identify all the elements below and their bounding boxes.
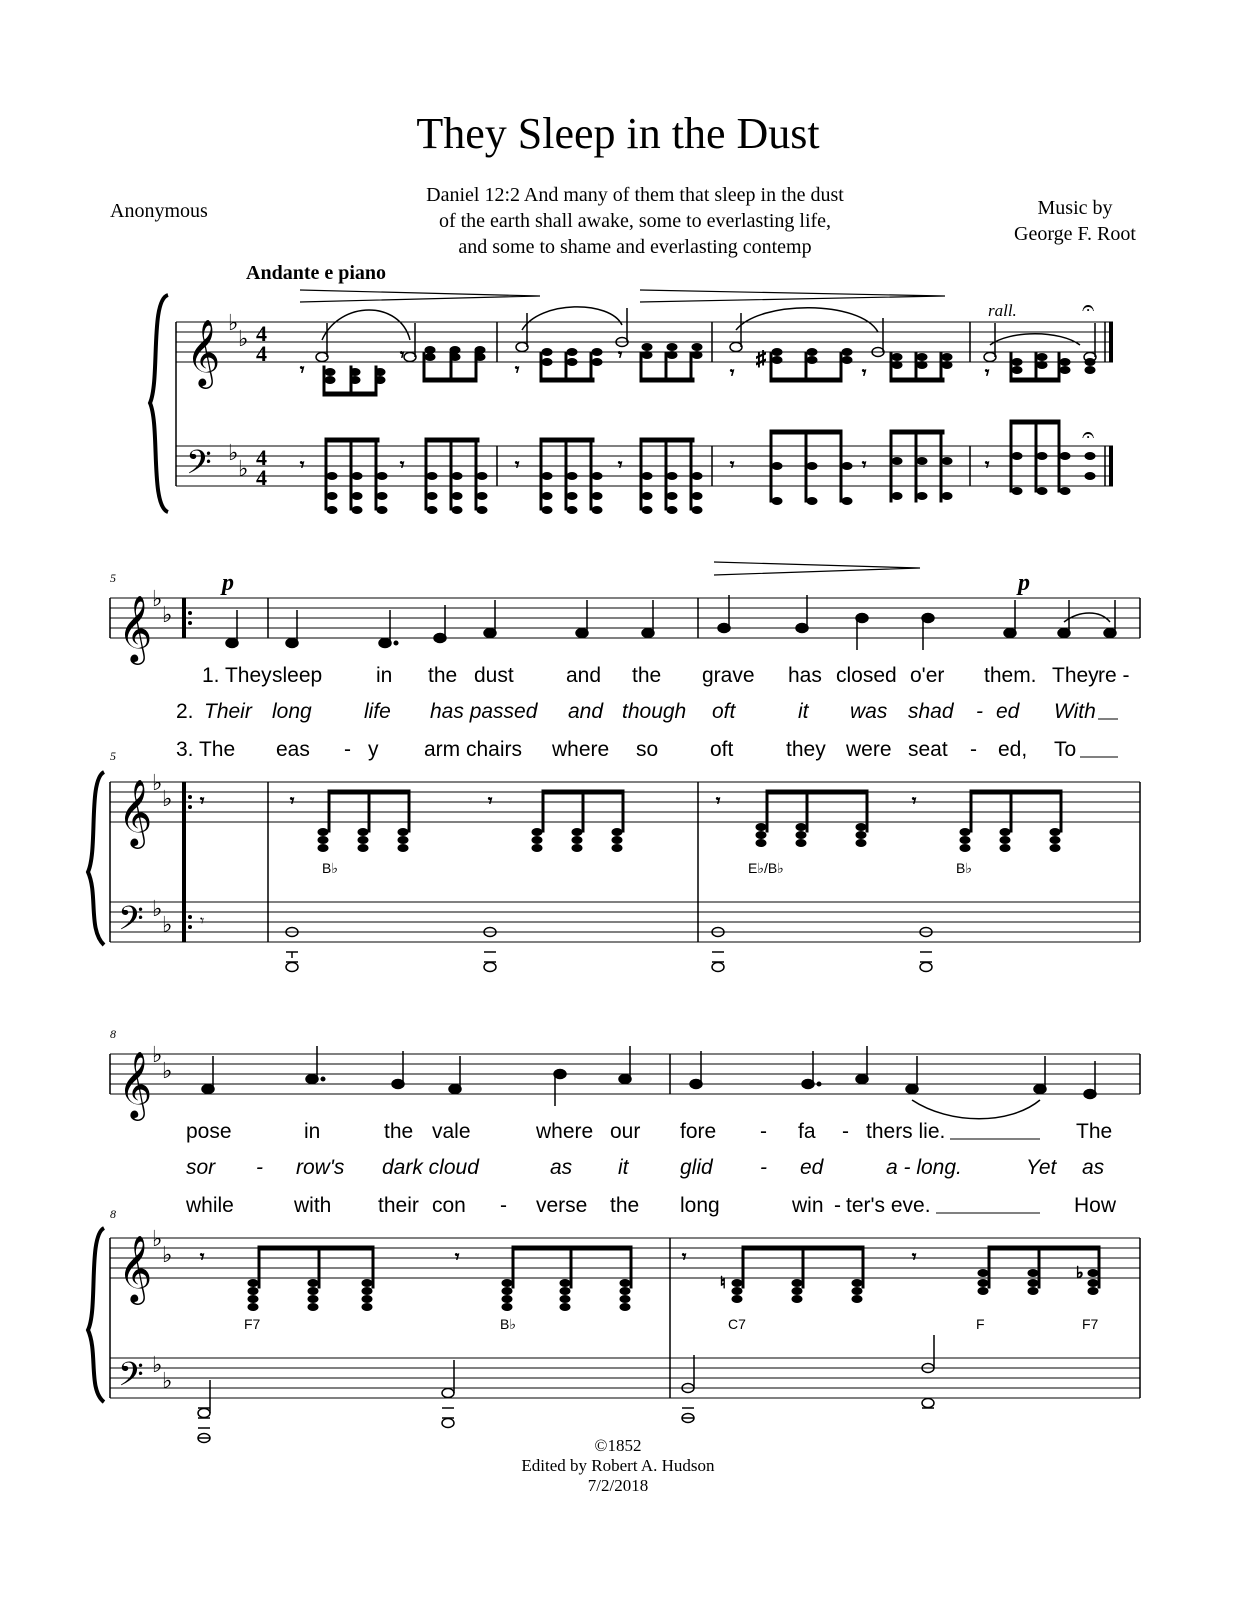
chord-symbol: F7 [1082,1316,1099,1332]
lyric-syllable: ed, [998,738,1028,761]
key-signature-flat-icon: ♭ [162,786,173,811]
lyric-syllable: y [368,738,379,761]
system-2 [88,562,1140,972]
tempo-marking: Andante e piano [246,262,387,284]
lyric-syllable: long [680,1194,720,1217]
svg-text:𝄾: 𝄾 [985,457,990,474]
key-signature-flat-icon: ♭ [152,586,163,611]
dynamic-piano: p [1018,570,1030,596]
lyric-syllable: grave [702,664,755,687]
key-signature-flat-icon: ♭ [152,1226,163,1251]
lyric-syllable: the [632,664,662,687]
barlines [497,322,1105,486]
chord-symbol: C7 [728,1316,746,1332]
treble-clef-icon: 𝄞 [118,1050,153,1118]
chord-symbol: B♭ [956,860,972,876]
key-signature-flat-icon: ♭ [152,896,163,921]
measure-number: 5 [110,749,116,763]
lyric-syllable: the [428,664,458,687]
piano-bass-notes [198,1335,934,1443]
lyric-syllable: 2. [176,700,194,723]
svg-text:𝄾: 𝄾 [862,365,867,382]
lyric-syllable: their [378,1194,419,1217]
lyrics-verse-3 [185,1194,1117,1217]
lyric-syllable: To [1054,738,1077,761]
lyric-syllable: - [842,1120,849,1143]
lyric-syllable: and [566,664,602,687]
lyric-syllable: thers lie. [866,1120,946,1143]
system-1 [150,290,1113,514]
lyrics-verse-2 [176,700,1118,723]
lyric-syllable: in [304,1120,321,1143]
lyric-syllable: win [792,1194,824,1217]
lyric-syllable: sor [186,1156,216,1179]
lyric-syllable: - [970,738,977,761]
lyric-syllable: as [1082,1156,1105,1179]
bass-clef-icon: 𝄢 [118,900,144,946]
fermata-icon: 𝄐 [1082,422,1095,447]
key-signature-flat-icon: ♭ [162,912,173,937]
svg-text:𝄾: 𝄾 [400,457,405,474]
lyric-syllable: ter's eve. [846,1194,931,1217]
system-3 [88,1027,1140,1443]
lyric-syllable: - [256,1156,263,1179]
svg-text:𝄾: 𝄾 [716,793,721,810]
lyric-syllable: o'er [910,664,945,687]
chord-symbol: B♭ [500,1316,516,1332]
key-signature-flat-icon: ♭ [228,440,239,465]
lyric-syllable: a - long. [886,1156,962,1179]
lyric-syllable: oft [710,738,734,761]
lyric-syllable: seat [908,738,948,761]
lyricist-credit: Anonymous [110,200,208,222]
measure-number: 8 [110,1207,116,1221]
grand-staff-brace [150,295,168,512]
crescendo-hairpin [714,562,920,575]
svg-text:𝄾: 𝄾 [290,793,295,810]
lyric-syllable: fa [798,1120,816,1143]
lyric-syllable: eas [276,738,310,761]
lyric-syllable: row's [296,1156,345,1179]
chord-symbol: E♭/B♭ [748,860,784,876]
lyric-syllable: pose [186,1120,232,1143]
svg-text:𝄾: 𝄾 [618,457,623,474]
lyrics-verse-1 [186,1120,1112,1143]
editor-credit: Edited by Robert A. Hudson [521,1456,715,1475]
key-signature-flat-icon: ♭ [152,1042,163,1067]
svg-text:𝄾: 𝄾 [455,1249,460,1266]
svg-text:𝄾: 𝄾 [300,457,305,474]
rall-marking: rall. [988,301,1017,320]
lyric-syllable: it [618,1156,629,1179]
lyric-syllable: dark cloud [382,1156,479,1179]
lyric-syllable: How [1074,1194,1117,1217]
lyric-syllable: ed [996,700,1020,723]
lyric-syllable: Yet [1026,1156,1057,1179]
lyric-syllable: long [272,700,312,723]
key-signature-flat-icon: ♭ [152,770,163,795]
epigraph-line: of the earth shall awake, some to everlasting life, [438,210,832,232]
svg-text:♭: ♭ [1076,1265,1084,1282]
lyric-syllable: with [294,1194,332,1217]
grand-staff-brace [88,1228,104,1402]
lyric-syllable: dust [474,664,514,687]
lyric-syllable: where [536,1120,594,1143]
treble-clef-icon: 𝄞 [186,318,221,386]
measure-number: 5 [110,571,116,585]
time-signature-top: 4 [256,445,267,470]
bass-accompaniment [300,420,1095,514]
svg-text:♯: ♯ [756,348,766,370]
vocal-notes [202,1046,1096,1119]
lyric-syllable: they [786,738,826,761]
copyright-year: ©1852 [594,1436,642,1455]
lyric-syllable: - [834,1194,841,1217]
svg-text:𝄾: 𝄾 [400,347,405,364]
lyrics-verse-3 [176,738,1118,761]
bass-clef-icon: 𝄢 [118,1356,144,1402]
lyric-syllable: - [760,1156,767,1179]
lyric-syllable: vale [432,1120,471,1143]
lyric-syllable: sleep [272,664,323,687]
page-title: They Sleep in the Dust [416,109,820,158]
vocal-staff [110,598,1140,638]
svg-text:𝄾: 𝄾 [515,362,520,379]
key-signature-flat-icon: ♭ [228,310,239,335]
epigraph-line: Daniel 12:2 And many of them that sleep in the dust [426,184,844,206]
composer-label: Music by [1037,197,1113,219]
lyrics-verse-1 [202,664,1130,687]
lyric-syllable: though [622,700,687,723]
lyric-syllable: our [610,1120,641,1143]
composer-name: George F. Root [1014,223,1136,245]
lyric-syllable: - [976,700,983,723]
svg-text:𝄾: 𝄾 [200,1249,205,1266]
piano-treble-chords [200,790,1062,852]
svg-text:𝄾: 𝄾 [618,347,623,364]
svg-text:𝄾: 𝄾 [985,365,990,382]
dynamic-piano: p [222,570,234,596]
epigraph-line: and some to shame and everlasting contemp [458,236,812,258]
svg-text:𝄾: 𝄾 [300,362,305,379]
key-signature-flat-icon: ♭ [238,326,249,351]
time-signature-bottom: 4 [256,465,267,490]
key-signature-flat-icon: ♭ [162,1058,173,1083]
svg-text:𝄾: 𝄾 [682,1249,687,1266]
svg-text:♮: ♮ [720,1275,726,1292]
lyric-syllable: Their [204,700,252,723]
chord-symbol: F7 [244,1316,261,1332]
fermata-icon: 𝄐 [1082,295,1095,320]
lyric-syllable: so [636,738,659,761]
lyric-syllable: has [788,664,822,687]
key-signature-flat-icon: ♭ [162,1368,173,1393]
chord-symbol: B♭ [322,860,338,876]
lyric-syllable: arm chairs [424,738,523,761]
svg-text:𝄾: 𝄾 [730,365,735,382]
lyrics-verse-2 [186,1156,1105,1179]
treble-accompaniment [300,344,1095,397]
piano-bass-staff [110,902,1140,942]
lyric-syllable: - [500,1194,507,1217]
lyric-syllable: as [550,1156,573,1179]
lyric-syllable: it [798,700,809,723]
key-signature-flat-icon: ♭ [162,1242,173,1267]
lyric-syllable: and [568,700,604,723]
time-signature-bottom: 4 [256,341,267,366]
grand-staff-brace [88,772,104,945]
key-signature-flat-icon: ♭ [238,456,249,481]
lyric-syllable: verse [536,1194,588,1217]
svg-text:𝄾: 𝄾 [488,793,493,810]
treble-clef-icon: 𝄞 [118,1234,153,1302]
bass-clef-icon: 𝄢 [186,444,212,490]
crescendo-hairpin [300,290,540,302]
vocal-notes [226,595,1116,650]
chord-symbol: F [976,1316,985,1332]
svg-text:𝄾: 𝄾 [200,913,205,930]
lyric-syllable: The [1076,1120,1113,1143]
lyric-syllable: 3. The [176,738,236,761]
lyric-syllable: They [1052,664,1099,687]
measure-number: 8 [110,1027,116,1041]
page-footer [0,1436,1236,1496]
lyric-syllable: shad [908,700,954,723]
lyric-syllable: glid [680,1156,713,1179]
lyric-syllable: was [850,700,888,723]
lyric-syllable: in [376,664,393,687]
key-signature-flat-icon: ♭ [162,602,173,627]
crescendo-hairpin [640,290,945,302]
svg-text:𝄾: 𝄾 [912,793,917,810]
lyric-syllable: 1. They [202,664,272,687]
lyric-syllable: fore [680,1120,717,1143]
bass-staff [176,446,1113,486]
svg-text:𝄾: 𝄾 [730,457,735,474]
treble-clef-icon: 𝄞 [118,594,153,662]
lyric-syllable: - [760,1120,767,1143]
lyric-syllable: them. [984,664,1037,687]
lyric-syllable: has passed [430,700,538,723]
lyric-syllable: the [610,1194,640,1217]
lyric-syllable: oft [712,700,736,723]
edit-date: 7/2/2018 [587,1476,649,1495]
lyric-syllable: re - [1098,664,1130,687]
lyric-syllable: closed [836,664,897,687]
lyric-syllable: - [344,738,351,761]
key-signature-flat-icon: ♭ [152,1352,163,1377]
lyric-syllable: ed [800,1156,824,1179]
lyric-syllable: con [432,1194,466,1217]
lyric-syllable: With [1054,700,1096,723]
svg-text:𝄾: 𝄾 [515,457,520,474]
svg-text:𝄾: 𝄾 [862,457,867,474]
piano-treble-staff [110,782,1140,822]
lyric-syllable: were [846,738,892,761]
svg-text:𝄾: 𝄾 [200,793,205,810]
svg-text:𝄾: 𝄾 [912,1249,917,1266]
time-signature-top: 4 [256,321,267,346]
lyric-syllable: the [384,1120,414,1143]
lyric-syllable: where [552,738,610,761]
lyric-syllable: while [186,1194,234,1217]
lyric-syllable: life [364,700,391,723]
piano-bass-staff [110,1358,1140,1398]
treble-clef-icon: 𝄞 [118,778,153,846]
